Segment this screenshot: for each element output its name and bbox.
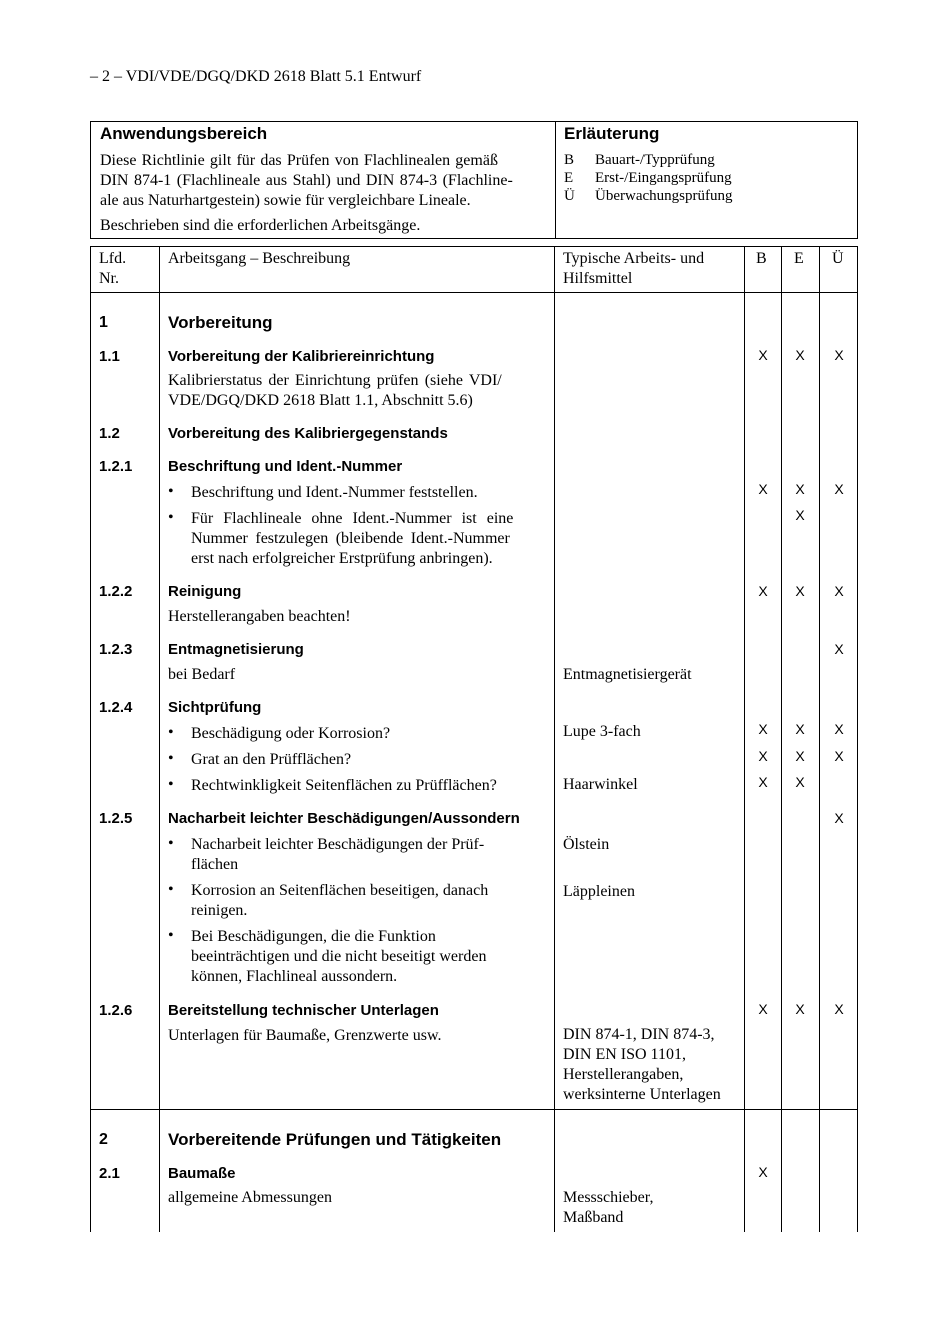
row-number: 1 xyxy=(99,314,108,331)
bullet-line: reinigen. xyxy=(191,902,248,919)
row-title: Bereitstellung technischer Unterlagen xyxy=(168,1002,439,1019)
table-left-border xyxy=(90,246,91,1232)
row-tool: Lupe 3-fach xyxy=(563,723,641,740)
mark-u: X xyxy=(834,347,844,363)
mark-u: X xyxy=(834,721,844,737)
tool-line: Maßband xyxy=(563,1209,624,1226)
bullet-icon: • xyxy=(168,881,174,898)
mark-e: X xyxy=(795,481,805,497)
header-u: Ü xyxy=(832,250,844,267)
row-title: Sichtprüfung xyxy=(168,699,262,716)
bullet-line: beeinträchtigen und die nicht beseitigt werden xyxy=(191,948,487,965)
table-header-border xyxy=(90,292,858,293)
legend-text: Erst-/Eingangsprüfung xyxy=(595,170,732,186)
tool-line: Herstellerangaben, xyxy=(563,1066,684,1083)
col-divider-nr xyxy=(159,246,160,1232)
row-text: Unterlagen für Baumaße, Grenzwerte usw. xyxy=(168,1027,442,1044)
legend-key: E xyxy=(564,170,574,186)
col-divider-desc xyxy=(554,246,555,1232)
mark-b: X xyxy=(758,748,768,764)
scope-box xyxy=(90,121,858,239)
mark-e: X xyxy=(795,583,805,599)
mark-e: X xyxy=(795,721,805,737)
bullet-text: Rechtwinkligkeit Seitenflächen zu Prüfflächen? xyxy=(191,777,497,794)
legend-item xyxy=(564,187,733,205)
legend-list xyxy=(564,151,733,205)
mark-b: X xyxy=(758,481,768,497)
bullet-text xyxy=(191,509,546,569)
mark-e: X xyxy=(795,347,805,363)
bullet-line: erst nach erfolgreicher Erstprüfung anbringen). xyxy=(191,550,493,567)
bullet-icon: • xyxy=(168,927,174,944)
legend-heading: Erläuterung xyxy=(564,124,660,143)
row-tool: Läppleinen xyxy=(563,883,635,900)
bullet-line: flächen xyxy=(191,856,239,873)
bullet-icon: • xyxy=(168,835,174,852)
header-nr-line1: Lfd. xyxy=(99,250,127,267)
section-title: Vorbereitung xyxy=(168,313,273,332)
row-number: 1.1 xyxy=(99,348,120,365)
header-tools-line2: Hilfsmittel xyxy=(563,270,633,287)
row-number: 1.2.3 xyxy=(99,641,133,658)
row-title: Vorbereitung der Kalibriereinrichtung xyxy=(168,348,435,365)
row-text: VDE/DGQ/DKD 2618 Blatt 1.1, Abschnitt 5.6) xyxy=(168,392,473,409)
row-tool: Entmagnetisiergerät xyxy=(563,666,692,683)
bullet-text xyxy=(191,927,486,987)
bullet-text xyxy=(191,881,488,921)
header-nr-line2: Nr. xyxy=(99,270,119,287)
header-e: E xyxy=(794,250,804,267)
row-text: Kalibrierstatus der Einrichtung prüfen (siehe VDI/ xyxy=(168,372,502,389)
mark-u: X xyxy=(834,1001,844,1017)
bullet-line: Nummer festzulegen (bleibende Ident.-Nummer xyxy=(191,530,510,547)
scope-line-1: Diese Richtlinie gilt für das Prüfen von Flachlinealen gemäß xyxy=(100,152,498,169)
mark-u: X xyxy=(834,583,844,599)
mark-u: X xyxy=(834,810,844,826)
row-number: 2 xyxy=(99,1131,108,1148)
bullet-line: können, Flachlineal aussondern. xyxy=(191,968,398,985)
mark-b: X xyxy=(758,774,768,790)
bullet-icon: • xyxy=(168,750,174,767)
scope-text xyxy=(100,151,547,236)
mark-e: X xyxy=(795,774,805,790)
row-text: Herstellerangaben beachten! xyxy=(168,608,351,625)
bullet-line: Korrosion an Seitenflächen beseitigen, danach xyxy=(191,882,489,899)
tool-line: werksinterne Unterlagen xyxy=(563,1086,721,1103)
row-number: 1.2 xyxy=(99,425,120,442)
row-tool: Ölstein xyxy=(563,836,610,853)
section-border xyxy=(90,1109,858,1110)
mark-u: X xyxy=(834,481,844,497)
row-title: Baumaße xyxy=(168,1165,236,1182)
mark-b: X xyxy=(758,1164,768,1180)
table-top-border xyxy=(90,246,858,247)
row-title: Nacharbeit leichter Beschädigungen/Aussondern xyxy=(168,810,520,827)
bullet-icon: • xyxy=(168,509,174,526)
tool-line: Messschieber, xyxy=(563,1189,654,1206)
scope-line-3: ale aus Naturhartgestein) sowie für vergleichbare Lineale. xyxy=(100,192,471,209)
bullet-icon: • xyxy=(168,483,174,500)
row-number: 1.2.1 xyxy=(99,458,133,475)
row-tool xyxy=(563,1025,721,1105)
mark-e: X xyxy=(795,748,805,764)
row-number: 1.2.2 xyxy=(99,583,133,600)
legend-text: Bauart-/Typprüfung xyxy=(595,152,715,168)
bullet-text: Beschriftung und Ident.-Nummer feststellen. xyxy=(191,484,478,501)
mark-b: X xyxy=(758,721,768,737)
row-number: 1.2.4 xyxy=(99,699,133,716)
scope-heading: Anwendungsbereich xyxy=(100,124,268,143)
legend-key: Ü xyxy=(564,188,575,204)
row-tool: Haarwinkel xyxy=(563,776,638,793)
scope-line-2: DIN 874-1 (Flachlineale aus Stahl) und DIN 874-3 (Flachline- xyxy=(100,172,513,189)
box-divider xyxy=(555,122,556,238)
mark-u: X xyxy=(834,748,844,764)
header-tools-line1: Typische Arbeits- und xyxy=(563,250,705,267)
tool-line: DIN 874-1, DIN 874-3, xyxy=(563,1026,715,1043)
bullet-line: Bei Beschädigungen, die die Funktion xyxy=(191,928,436,945)
row-tool xyxy=(563,1188,653,1228)
mark-b: X xyxy=(758,1001,768,1017)
row-text: bei Bedarf xyxy=(168,666,236,683)
bullet-line: Für Flachlineale ohne Ident.-Nummer ist eine xyxy=(191,510,514,527)
row-text: allgemeine Abmessungen xyxy=(168,1189,332,1206)
bullet-line: Nacharbeit leichter Beschädigungen der Prüf- xyxy=(191,836,485,853)
header-nr xyxy=(99,249,126,289)
mark-b: X xyxy=(758,583,768,599)
bullet-text: Grat an den Prüfflächen? xyxy=(191,751,352,768)
page-header: – 2 – VDI/VDE/DGQ/DKD 2618 Blatt 5.1 Entwurf xyxy=(90,68,422,85)
mark-u: X xyxy=(834,641,844,657)
mark-b: X xyxy=(758,347,768,363)
header-desc: Arbeitsgang – Beschreibung xyxy=(168,250,351,267)
header-tools xyxy=(563,249,704,289)
row-number: 1.2.5 xyxy=(99,810,133,827)
row-number: 2.1 xyxy=(99,1165,120,1182)
scope-line-4: Beschrieben sind die erforderlichen Arbeitsgänge. xyxy=(100,217,421,234)
legend-text: Überwachungsprüfung xyxy=(595,188,733,204)
header-b: B xyxy=(756,250,767,267)
col-divider-e xyxy=(819,246,820,1232)
col-divider-b xyxy=(781,246,782,1232)
bullet-icon: • xyxy=(168,776,174,793)
legend-key: B xyxy=(564,152,575,168)
mark-e: X xyxy=(795,507,805,523)
row-title: Beschriftung und Ident.-Nummer xyxy=(168,458,403,475)
row-title: Reinigung xyxy=(168,583,242,600)
row-title: Vorbereitung des Kalibriergegenstands xyxy=(168,425,448,442)
table-right-border xyxy=(857,246,858,1232)
legend-item xyxy=(564,169,732,187)
row-title: Entmagnetisierung xyxy=(168,641,304,658)
tool-line: DIN EN ISO 1101, xyxy=(563,1046,686,1063)
section-title: Vorbereitende Prüfungen und Tätigkeiten xyxy=(168,1130,502,1149)
col-divider-tools xyxy=(744,246,745,1232)
bullet-icon: • xyxy=(168,724,174,741)
bullet-text: Beschädigung oder Korrosion? xyxy=(191,725,391,742)
mark-e: X xyxy=(795,1001,805,1017)
bullet-text xyxy=(191,835,484,875)
row-number: 1.2.6 xyxy=(99,1002,133,1019)
legend-item xyxy=(564,151,715,169)
